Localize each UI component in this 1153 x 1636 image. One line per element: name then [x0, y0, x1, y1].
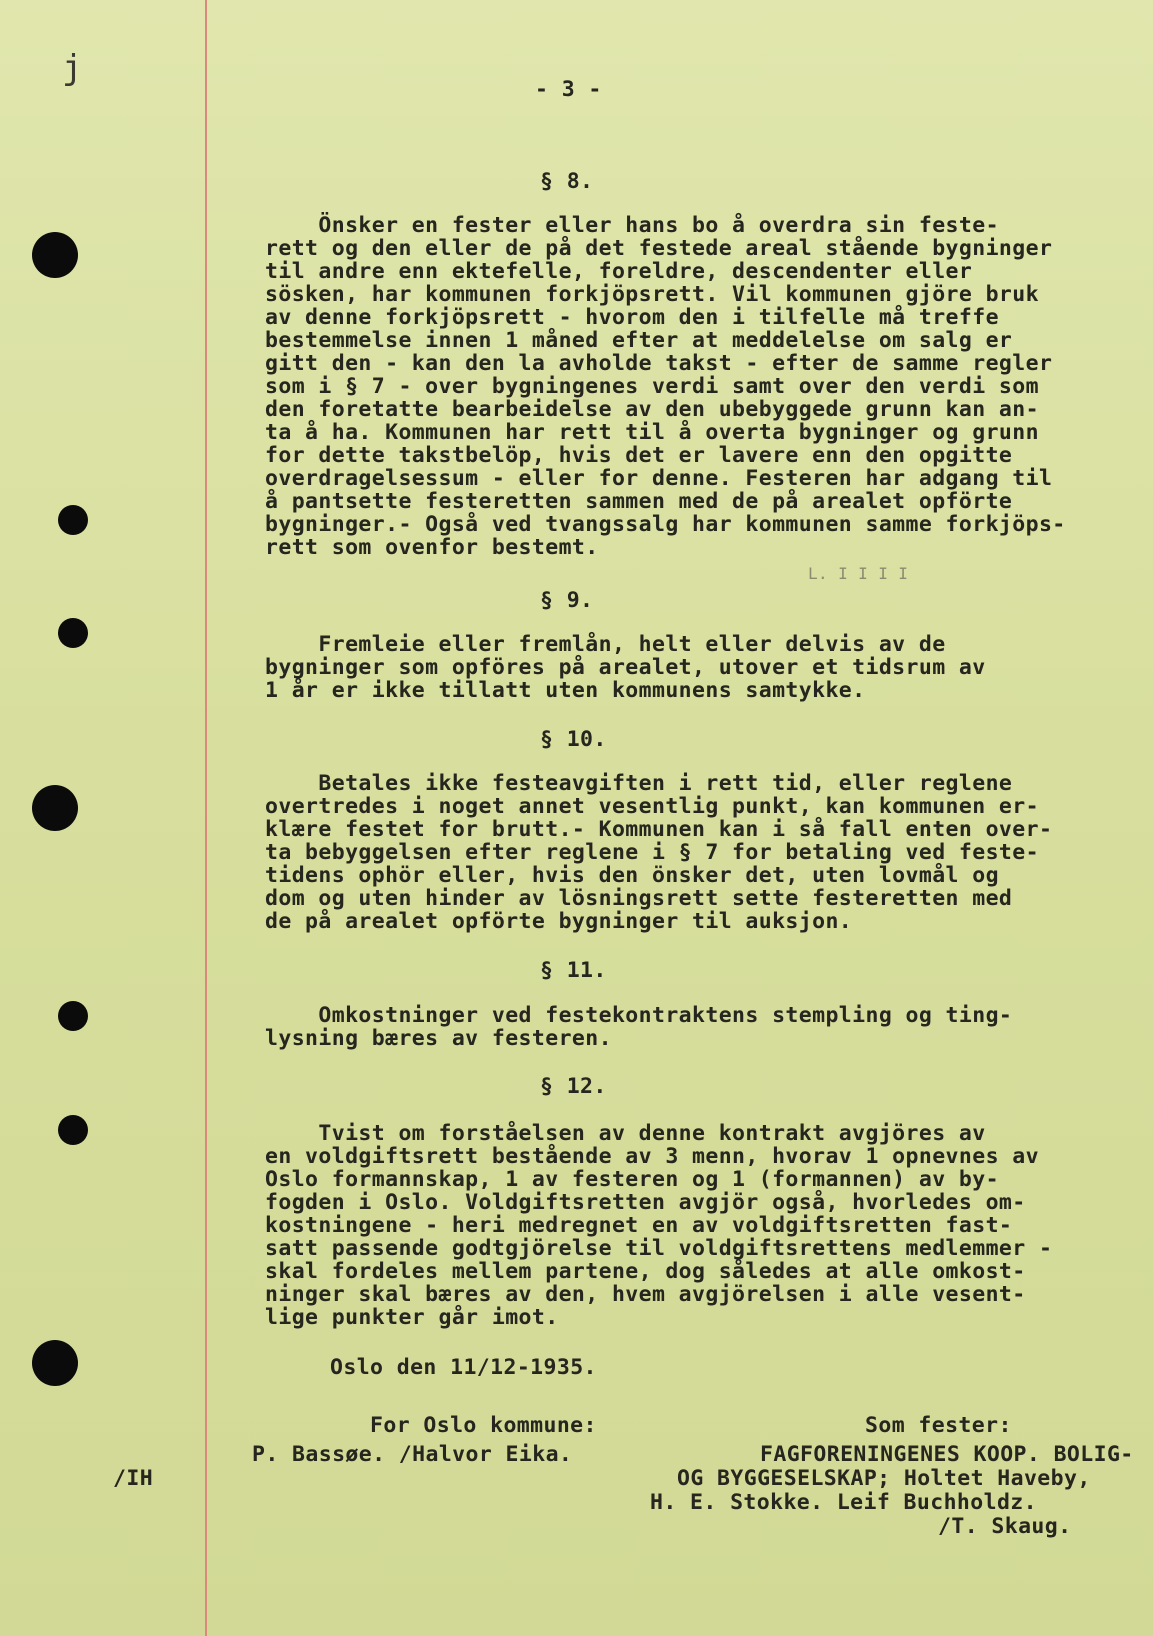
text-line: satt passende godtgjörelse til voldgiftsrettens medlemmer -: [265, 1236, 1053, 1261]
section-heading: § 8.: [540, 169, 594, 194]
text-line: gitt den - kan den la avholde takst - efter de samme regler: [265, 351, 1053, 376]
text-line: skal fordeles mellem partene, dog således at alle omkost-: [265, 1259, 1026, 1284]
text-line: bygninger.- Også ved tvangssalg har kommunen samme forkjöps-: [265, 512, 1066, 537]
text-line: ta å ha. Kommunen har rett til å overta bygninger og grunn: [265, 420, 1039, 445]
faint-bleed-through: L. I I I I: [808, 564, 909, 583]
text-line: til andre enn ektefelle, foreldre, descendenter eller: [265, 259, 973, 284]
signature-right-line: /T. Skaug.: [938, 1514, 1072, 1539]
signature-right-line: H. E. Stokke. Leif Buchholdz.: [650, 1490, 1037, 1515]
text-line: overtredes i noget annet vesentlig punkt, kan kommunen er-: [265, 794, 1039, 819]
section-heading: § 10.: [540, 727, 607, 752]
text-line: en voldgiftsrett bestående av 3 menn, hvorav 1 opnevnes av: [265, 1144, 1039, 1169]
section-heading: § 12.: [540, 1074, 607, 1099]
section-heading: § 9.: [540, 588, 594, 613]
signature-left-heading: For Oslo kommune:: [370, 1413, 597, 1438]
text-line: Önsker en fester eller hans bo å overdra sin feste-: [265, 213, 999, 238]
punch-hole-7: [32, 1340, 78, 1386]
place-date: Oslo den 11/12-1935.: [330, 1355, 597, 1380]
text-line: som i § 7 - over bygningenes verdi samt over den verdi som: [265, 374, 1039, 399]
red-margin-line: [205, 0, 207, 1636]
text-line: Tvist om forståelsen av denne kontrakt avgjöres av: [265, 1121, 986, 1146]
text-line: rett som ovenfor bestemt.: [265, 535, 599, 560]
text-line: ninger skal bæres av den, hvem avgjörelsen i alle vesent-: [265, 1282, 1026, 1307]
punch-hole-4: [32, 785, 78, 831]
margin-mark: j: [62, 48, 83, 88]
text-line: for dette takstbelöp, hvis det er lavere enn den opgitte: [265, 443, 1013, 468]
text-line: overdragelsessum - eller for denne. Festeren har adgang til: [265, 466, 1053, 491]
punch-hole-5: [58, 1001, 88, 1031]
text-line: tidens ophör eller, hvis den önsker det, uten lovmål og: [265, 863, 999, 888]
text-line: av denne forkjöpsrett - hvorom den i tilfelle må treffe: [265, 305, 999, 330]
text-line: den foretatte bearbeidelse av den ubebyggede grunn kan an-: [265, 397, 1039, 422]
text-line: rett og den eller de på det festede areal stående bygninger: [265, 236, 1053, 261]
punch-hole-1: [32, 232, 78, 278]
text-line: å pantsette festeretten sammen med de på arealet opförte: [265, 489, 1013, 514]
text-line: 1 år er ikke tillatt uten kommunens samtykke.: [265, 678, 866, 703]
text-line: Fremleie eller fremlån, helt eller delvis av de: [265, 632, 946, 657]
text-line: lige punkter går imot.: [265, 1305, 559, 1330]
text-line: bestemmelse innen 1 måned efter at meddelelse om salg er: [265, 328, 1013, 353]
signature-right-line: FAGFORENINGENES KOOP. BOLIG-: [760, 1442, 1134, 1467]
punch-hole-2: [58, 505, 88, 535]
punch-hole-6: [58, 1115, 88, 1145]
text-line: kostningene - heri medregnet en av voldgiftsretten fast-: [265, 1213, 1013, 1238]
text-line: sösken, har kommunen forkjöpsrett. Vil kommunen gjöre bruk: [265, 282, 1039, 307]
text-line: Omkostninger ved festekontraktens stempling og ting-: [265, 1003, 1013, 1028]
signature-left-names: P. Bassøe. /Halvor Eika.: [252, 1442, 573, 1467]
text-line: Betales ikke festeavgiften i rett tid, eller reglene: [265, 771, 1013, 796]
text-line: Oslo formannskap, 1 av festeren og 1 (formannen) av by-: [265, 1167, 999, 1192]
text-line: ta bebyggelsen efter reglene i § 7 for betaling ved feste-: [265, 840, 1039, 865]
punch-hole-3: [58, 618, 88, 648]
signature-right-heading: Som fester:: [865, 1413, 1012, 1438]
text-line: bygninger som opföres på arealet, utover et tidsrum av: [265, 655, 986, 680]
text-line: lysning bæres av festeren.: [265, 1026, 612, 1051]
signature-right-line: OG BYGGESELSKAP; Holtet Haveby,: [677, 1466, 1091, 1491]
text-line: dom og uten hinder av lösningsrett sette festeretten med: [265, 886, 1013, 911]
text-line: fogden i Oslo. Voldgiftsretten avgjör også, hvorledes om-: [265, 1190, 1026, 1215]
section-heading: § 11.: [540, 958, 607, 983]
text-line: klære festet for brutt.- Kommunen kan i så fall enten over-: [265, 817, 1053, 842]
text-line: de på arealet opförte bygninger til auksjon.: [265, 909, 853, 934]
page-number: - 3 -: [535, 77, 602, 102]
initials: /IH: [113, 1466, 154, 1491]
